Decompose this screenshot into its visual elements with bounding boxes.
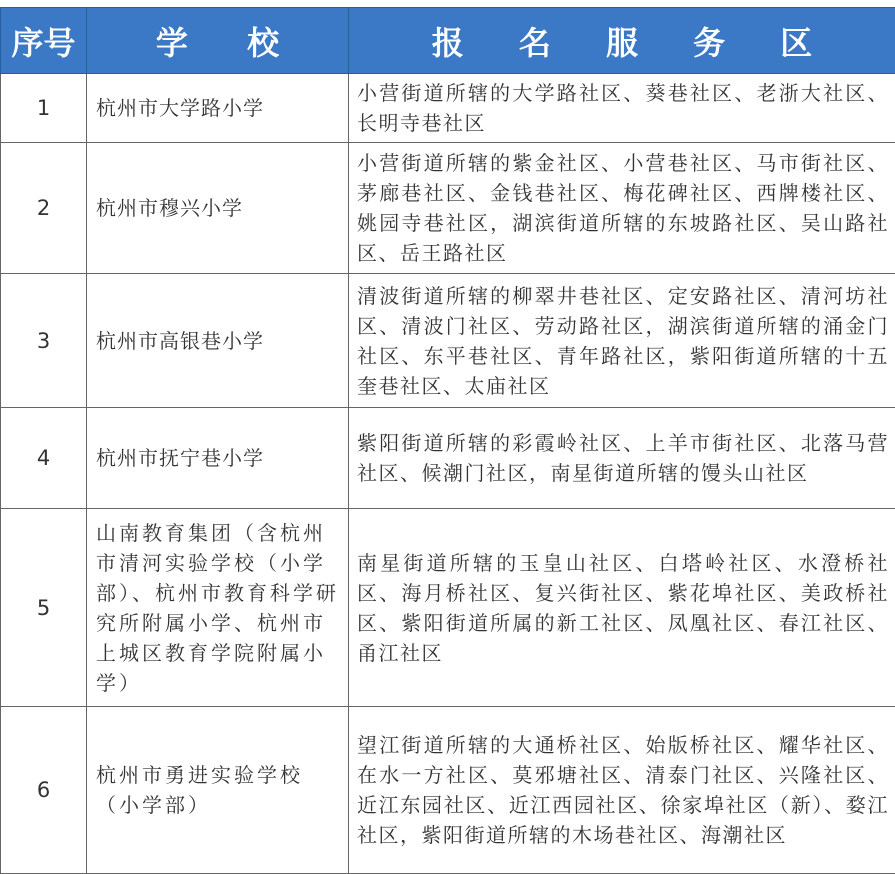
row-number: 2 xyxy=(1,143,87,274)
table-header xyxy=(1,8,895,74)
school-name: 山南教育集团（含杭州市清河实验学校（小学部）、杭州市教育科学研究所附属小学、杭州市上城区教育学院附属小学） xyxy=(87,509,349,707)
header-service-area: 报 名 服 务 区 xyxy=(349,8,895,74)
service-area: 紫阳街道所辖的彩霞岭社区、上羊市街社区、北落马营社区、候潮门社区，南星街道所辖的馒头山社区 xyxy=(349,408,895,509)
table-row xyxy=(1,509,895,707)
header-number: 序号 xyxy=(1,8,87,74)
table-row xyxy=(1,408,895,509)
row-number: 4 xyxy=(1,408,87,509)
school-name: 杭州市勇进实验学校（小学部） xyxy=(87,707,349,874)
service-area: 南星街道所辖的玉皇山社区、白塔岭社区、水澄桥社区、海月桥社区、复兴街社区、紫花埠社区、美政桥社区、紫阳街道所属的新工社区、凤凰社区、春江社区、甬江社区 xyxy=(349,509,895,707)
row-number: 6 xyxy=(1,707,87,874)
table-row xyxy=(1,274,895,408)
header-row xyxy=(1,8,895,74)
school-name: 杭州市高银巷小学 xyxy=(87,274,349,408)
school-district-table xyxy=(0,7,895,874)
table-row xyxy=(1,143,895,274)
service-area: 小营街道所辖的紫金社区、小营巷社区、马市街社区、茅廊巷社区、金钱巷社区、梅花碑社区、西牌楼社区、姚园寺巷社区，湖滨街道所辖的东坡路社区、吴山路社区、岳王路社区 xyxy=(349,143,895,274)
school-name: 杭州市穆兴小学 xyxy=(87,143,349,274)
table-row xyxy=(1,707,895,874)
row-number: 1 xyxy=(1,74,87,143)
row-number: 3 xyxy=(1,274,87,408)
school-name: 杭州市抚宁巷小学 xyxy=(87,408,349,509)
header-school: 学 校 xyxy=(87,8,349,74)
school-name: 杭州市大学路小学 xyxy=(87,74,349,143)
service-area: 望江街道所辖的大通桥社区、始版桥社区、耀华社区、在水一方社区、莫邪塘社区、清泰门社区、兴隆社区、近江东园社区、近江西园社区、徐家埠社区（新）、婺江社区，紫阳街道所辖的木场巷社区、海潮社区 xyxy=(349,707,895,874)
service-area: 小营街道所辖的大学路社区、葵巷社区、老浙大社区、长明寺巷社区 xyxy=(349,74,895,143)
table-body xyxy=(1,74,895,874)
row-number: 5 xyxy=(1,509,87,707)
service-area: 清波街道所辖的柳翠井巷社区、定安路社区、清河坊社区、清波门社区、劳动路社区，湖滨街道所辖的涌金门社区、东平巷社区、青年路社区，紫阳街道所辖的十五奎巷社区、太庙社区 xyxy=(349,274,895,408)
table-row xyxy=(1,74,895,143)
